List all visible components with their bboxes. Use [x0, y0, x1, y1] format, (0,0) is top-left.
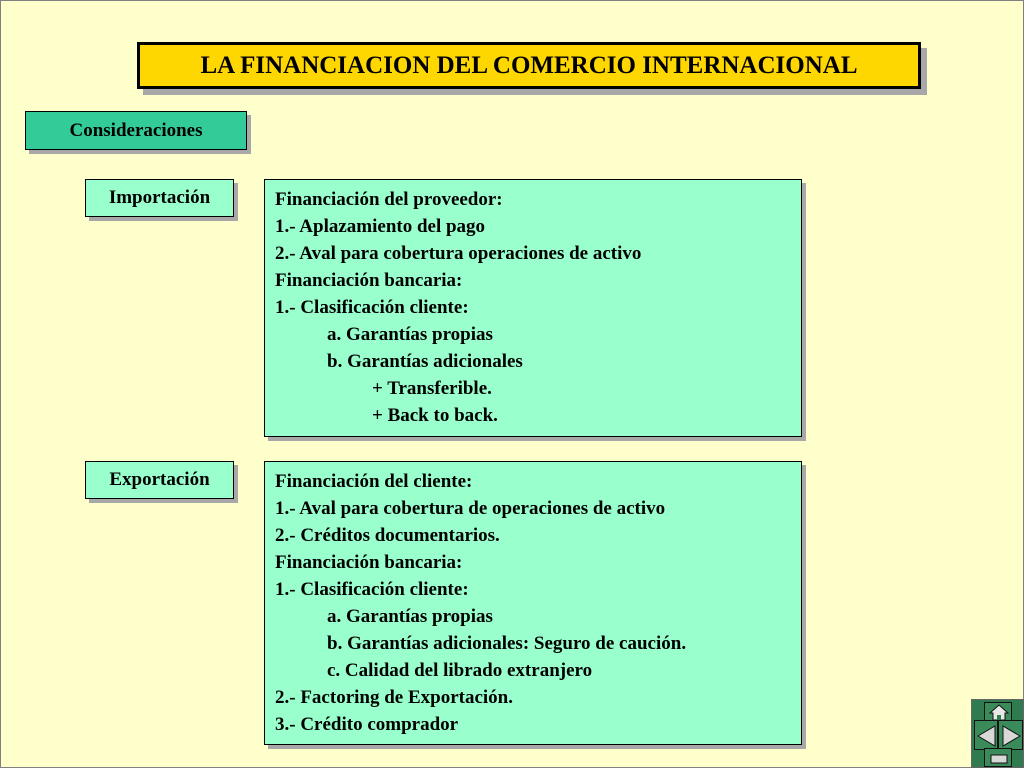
content-line: 3.- Crédito comprador	[275, 714, 459, 735]
content-line: 2.- Créditos documentarios.	[275, 525, 500, 546]
previous-button[interactable]	[974, 720, 998, 750]
content-line: Financiación del proveedor:	[275, 189, 503, 210]
exportacion-label	[85, 461, 234, 499]
section-heading	[25, 111, 247, 150]
content-line: 1.- Aval para cobertura de operaciones de activo	[275, 498, 666, 519]
content-line: + Back to back.	[372, 405, 498, 426]
content-line: 1.- Clasificación cliente:	[275, 579, 469, 600]
content-line: a. Garantías propias	[327, 324, 493, 345]
next-icon	[999, 721, 1024, 751]
end-button[interactable]	[984, 748, 1012, 767]
content-line: Financiación bancaria:	[275, 270, 463, 291]
importacion-label	[85, 179, 234, 217]
previous-icon	[975, 721, 999, 751]
exportacion-label-text: Exportación	[109, 469, 210, 490]
content-line: Financiación del cliente:	[275, 471, 473, 492]
content-line: b. Garantías adicionales: Seguro de caución.	[327, 633, 687, 654]
next-button[interactable]	[998, 720, 1023, 750]
home-button[interactable]	[984, 702, 1012, 722]
slide-title	[137, 42, 921, 89]
content-line: Financiación bancaria:	[275, 552, 463, 573]
content-line: 2.- Aval para cobertura operaciones de activo	[275, 243, 642, 264]
content-line: 1.- Clasificación cliente:	[275, 297, 469, 318]
section-heading-text: Consideraciones	[69, 119, 203, 141]
end-icon	[985, 749, 1013, 768]
content-line: b. Garantías adicionales	[327, 351, 523, 372]
exportacion-content	[264, 461, 802, 745]
importacion-content	[264, 179, 802, 437]
slide-navigation	[971, 699, 1024, 768]
content-line: 1.- Aplazamiento del pago	[275, 216, 486, 237]
slide-title-text: LA FINANCIACION DEL COMERCIO INTERNACIONAL	[200, 51, 858, 79]
content-line: a. Garantías propias	[327, 606, 493, 627]
content-line: c. Calidad del librado extranjero	[327, 660, 593, 681]
content-line: 2.- Factoring de Exportación.	[275, 687, 514, 708]
content-line: + Transferible.	[372, 378, 492, 399]
importacion-label-text: Importación	[108, 187, 211, 208]
